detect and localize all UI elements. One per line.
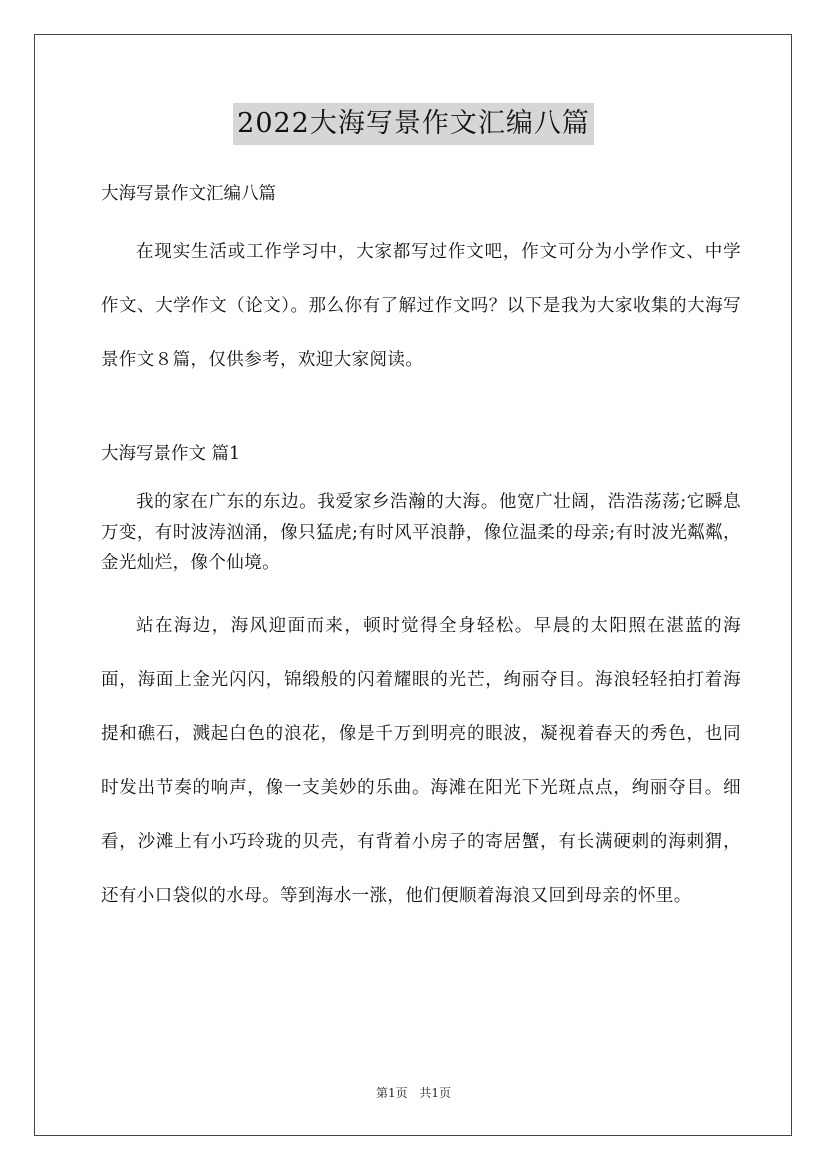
document-title: 2022大海写景作文汇编八篇 (233, 103, 594, 145)
section-paragraph-2: 站在海边，海风迎面而来，顿时觉得全身轻松。早晨的太阳照在湛蓝的海面，海面上金光闪闪，锦缎般的闪着耀眼的光芒，绚丽夺目。海浪轻轻拍打着海提和礁石，溅起白色的浪花，像是千万到明亮的眼波，凝视着春天的秀色，也同时发出节奏的响声，像一支美妙的乐曲。海滩在阳光下光斑点点，绚丽夺目。细看，沙滩上有小巧玲珑的贝壳，有背着小房子的寄居蟹，有长满硬刺的海刺猬，还有小口袋似的水母。等到海水一涨，他们便顺着海浪又回到母亲的怀里。 (101, 615, 741, 906)
page-total: 共1页 (419, 1086, 452, 1100)
section-heading: 大海写景作文 篇1 (101, 444, 241, 464)
document-body (101, 178, 741, 923)
section-paragraph-1: 我的家在广东的东边。我爱家乡浩瀚的大海。他宽广壮阔，浩浩荡荡;它瞬息万变，有时波涛汹涌，像只猛虎;有时风平浪静，像位温柔的母亲;有时波光粼粼，金光灿烂，像个仙境。 (101, 492, 741, 573)
page-footer (0, 1084, 827, 1101)
title-container (0, 103, 827, 145)
page-number: 第1页 (375, 1086, 408, 1100)
intro-paragraph: 在现实生活或工作学习中，大家都写过作文吧，作文可分为小学作文、中学作文、大学作文（论文）。那么你有了解过作文吗？以下是我为大家收集的大海写景作文８篇，仅供参考，欢迎大家阅读。 (101, 242, 741, 370)
document-subtitle: 大海写景作文汇编八篇 (101, 184, 276, 204)
